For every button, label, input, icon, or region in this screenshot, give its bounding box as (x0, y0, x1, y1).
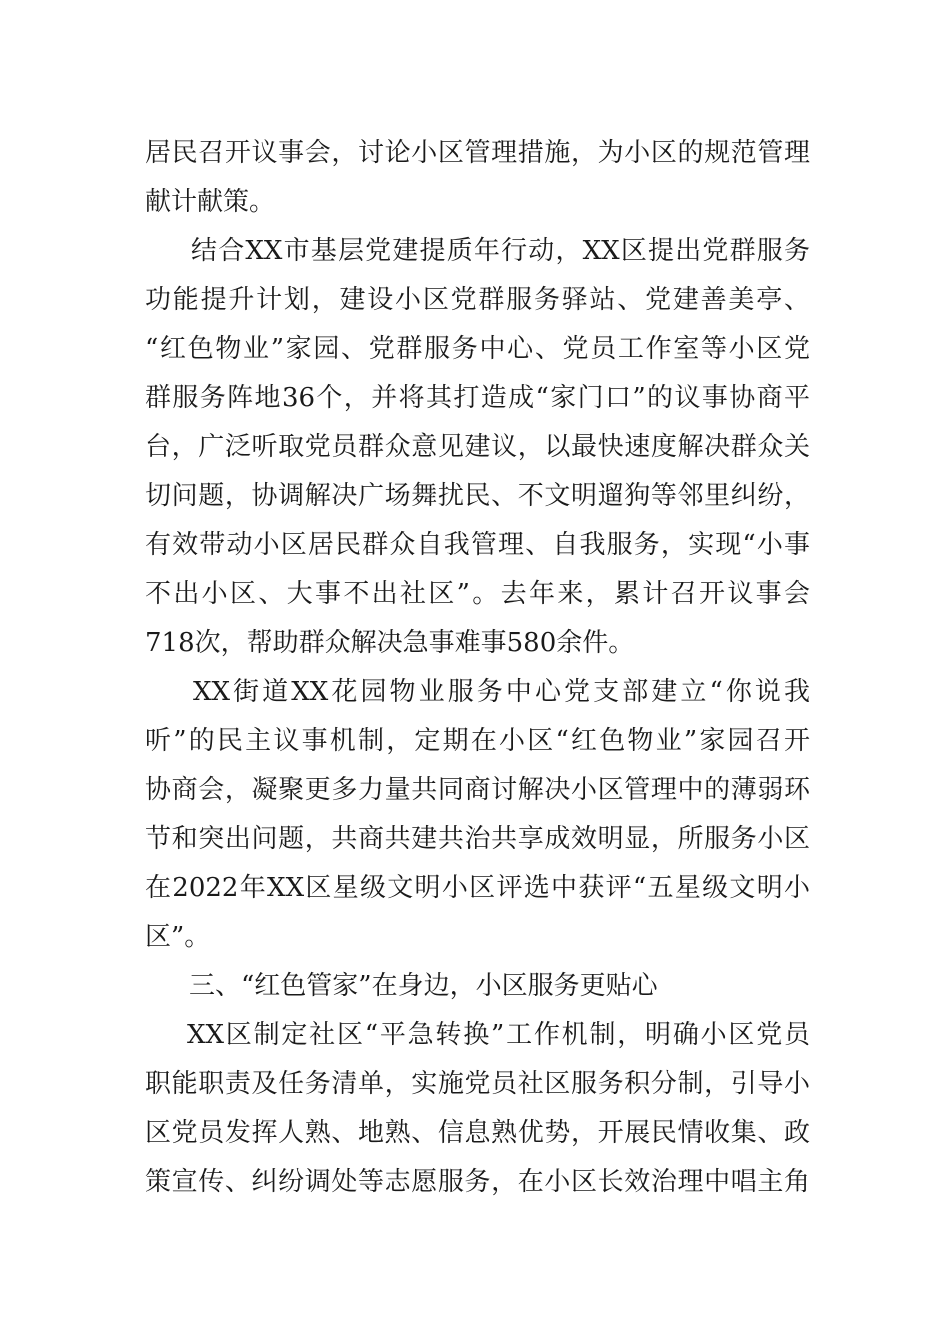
text-line: 策宣传、纠纷调处等志愿服务，在小区长效治理中唱主角 (145, 1167, 810, 1197)
text-line: 献计献策。 (145, 187, 276, 217)
text-line: 在2022年XX区星级文明小区评选中获评“五星级文明小 (145, 873, 810, 903)
paragraph-first-line: 结合XX市基层党建提质年行动，XX区提出党群服务 (191, 236, 810, 266)
text-line: 不出小区、大事不出社区”。去年来，累计召开议事会 (145, 579, 810, 609)
text-line: 区”。 (145, 922, 211, 952)
text-line: 功能提升计划，建设小区党群服务驿站、党建善美亭、 (145, 285, 810, 315)
text-line: 区党员发挥人熟、地熟、信息熟优势，开展民情收集、政 (145, 1118, 810, 1148)
section-heading: 三、“红色管家”在身边，小区服务更贴心 (189, 971, 658, 1001)
text-line: 718次，帮助群众解决急事难事580余件。 (145, 628, 635, 658)
text-line: 群服务阵地36个，并将其打造成“家门口”的议事协商平 (145, 383, 810, 413)
text-line: 切问题，协调解决广场舞扰民、不文明遛狗等邻里纠纷， (145, 481, 810, 511)
text-line: 职能职责及任务清单，实施党员社区服务积分制，引导小 (145, 1069, 810, 1099)
text-line: 有效带动小区居民群众自我管理、自我服务，实现“小事 (145, 530, 810, 560)
text-line: 协商会，凝聚更多力量共同商讨解决小区管理中的薄弱环 (145, 775, 810, 805)
text-line: “红色物业”家园、党群服务中心、党员工作室等小区党 (145, 334, 810, 364)
text-line: 台，广泛听取党员群众意见建议，以最快速度解决群众关 (145, 432, 810, 462)
body-text (145, 129, 810, 1207)
text-line: 居民召开议事会，讨论小区管理措施，为小区的规范管理 (145, 138, 810, 168)
text-line: 节和突出问题，共商共建共治共享成效明显，所服务小区 (145, 824, 810, 854)
text-line: 听”的民主议事机制，定期在小区“红色物业”家园召开 (145, 726, 810, 756)
paragraph-first-line: XX区制定社区“平急转换”工作机制，明确小区党员 (187, 1020, 810, 1050)
paragraph-first-line: XX街道XX花园物业服务中心党支部建立“你说我 (193, 677, 810, 707)
